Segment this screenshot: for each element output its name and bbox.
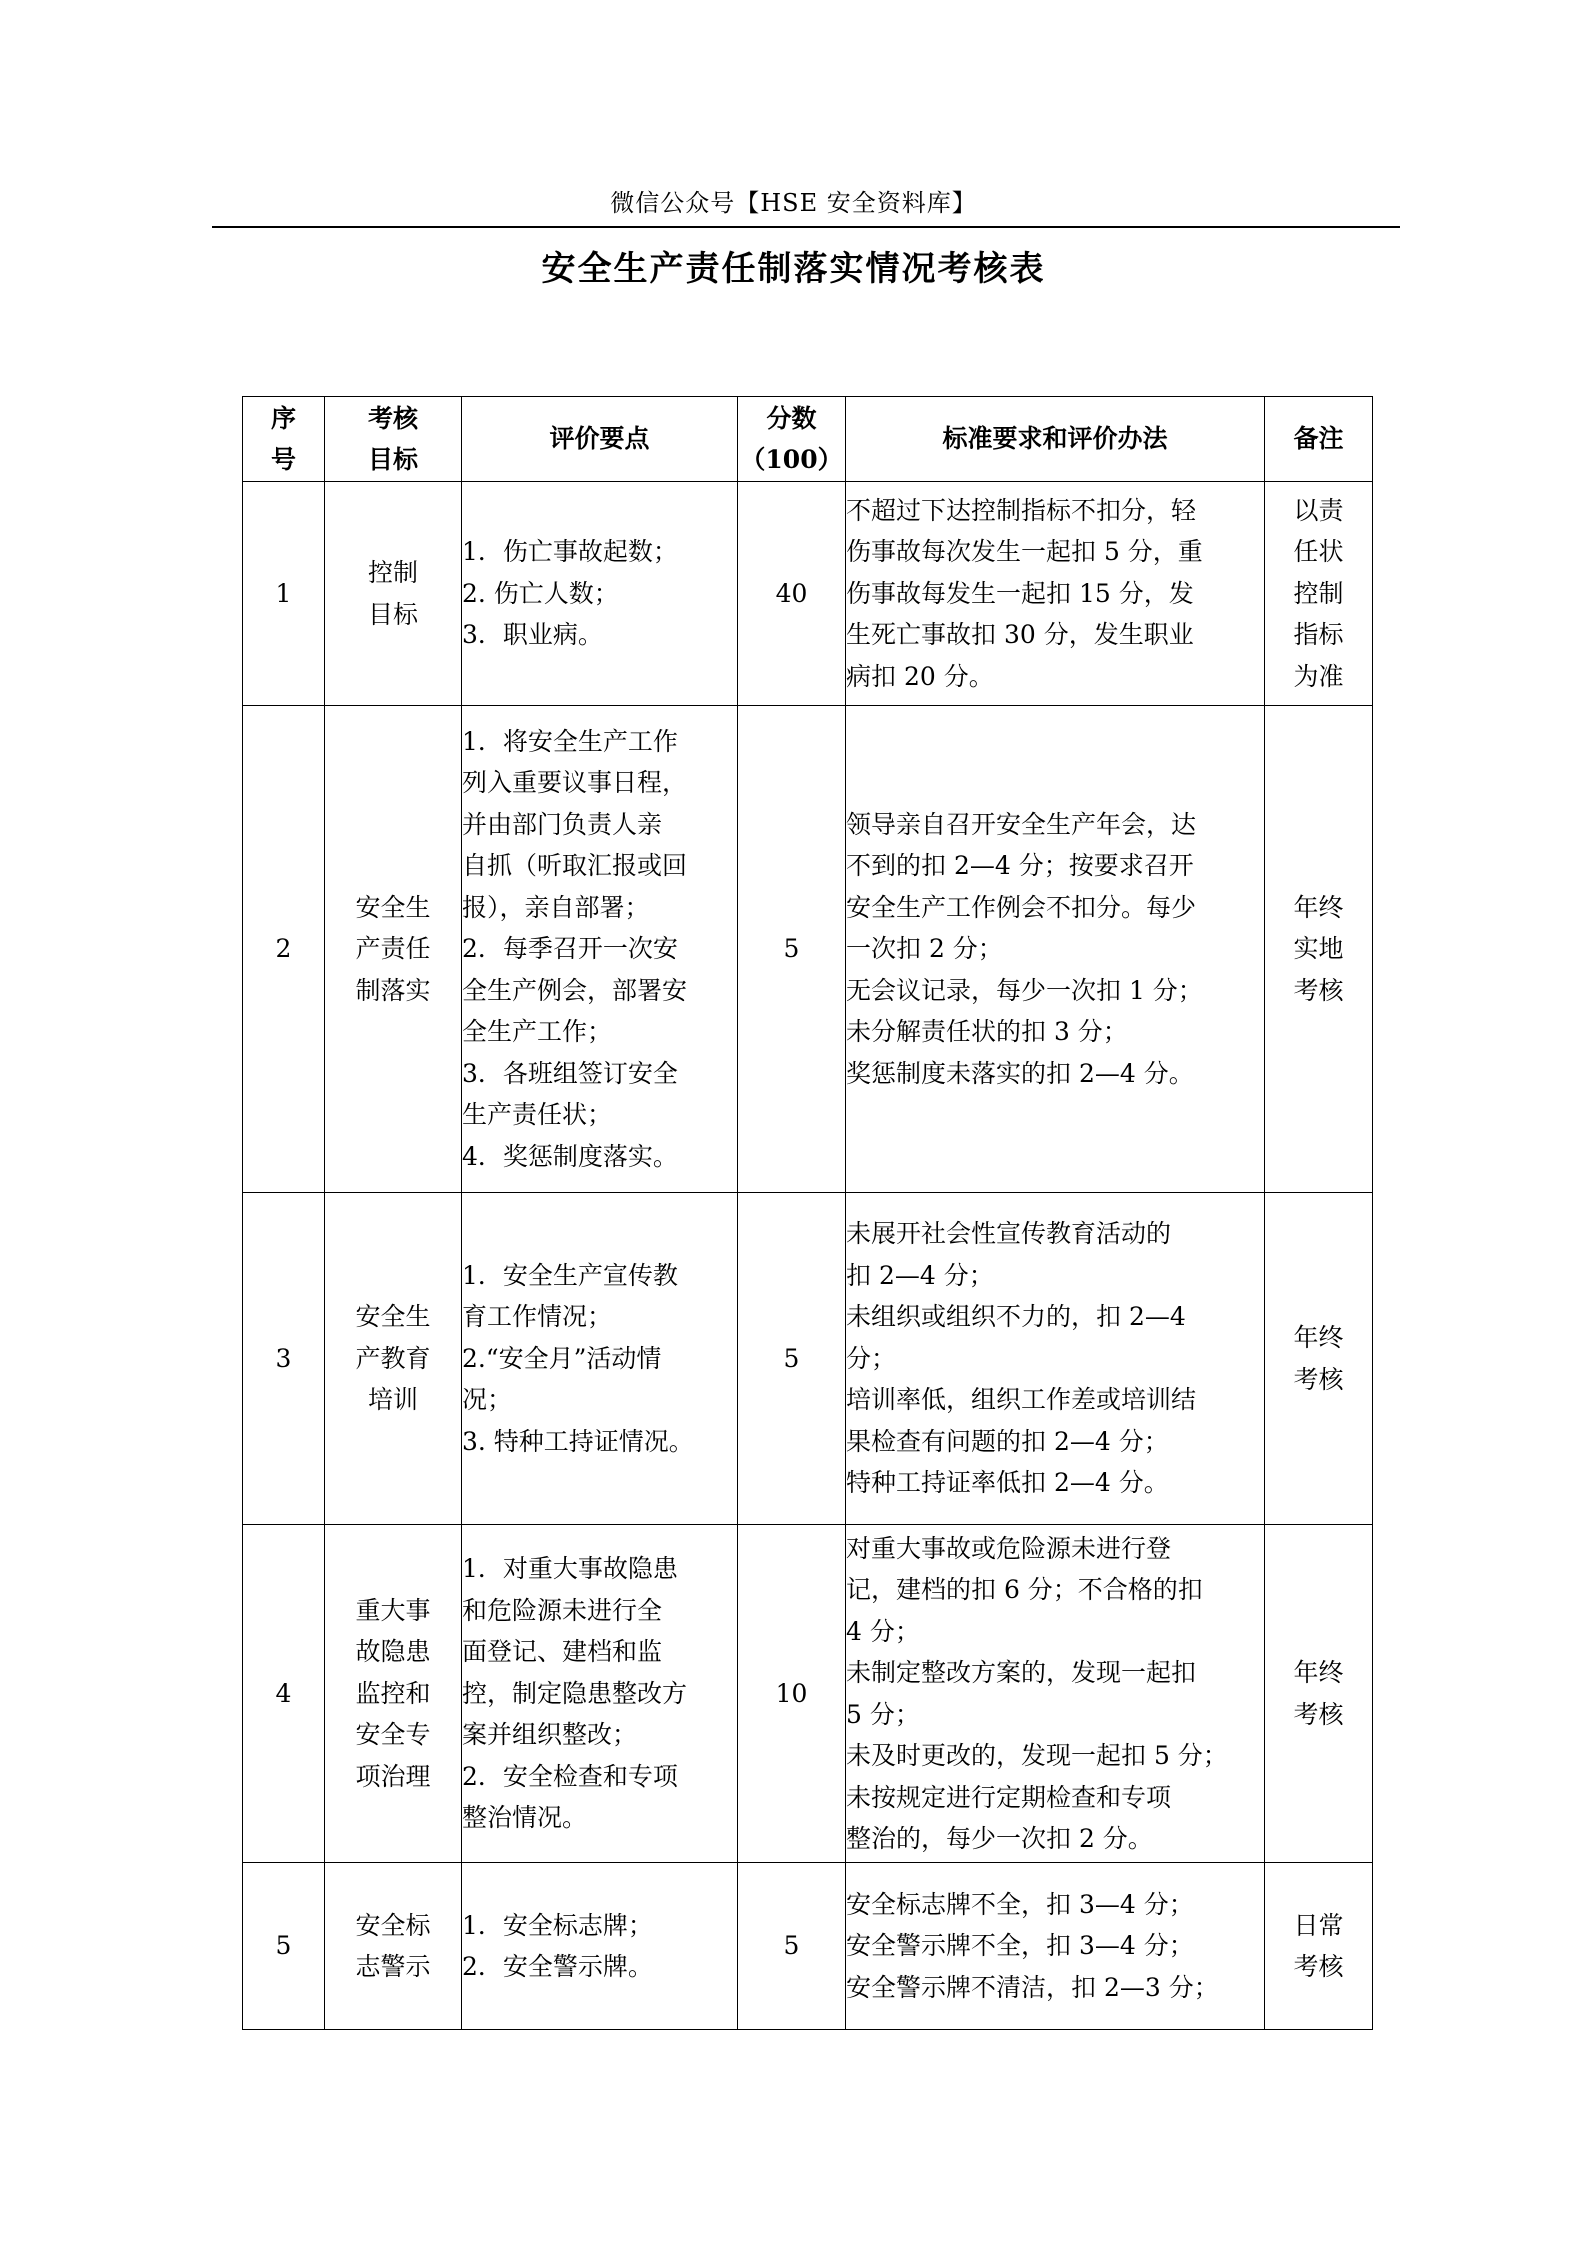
standard-line: 领导亲自召开安全生产年会，达: [846, 809, 1197, 839]
row-points: [462, 706, 738, 1193]
points-line: 1．将安全生产工作: [462, 726, 678, 756]
standard-line: 分；: [846, 1343, 897, 1373]
target-line: 控制: [367, 558, 418, 587]
table-row: [243, 706, 1373, 1193]
row-seq: 2: [243, 706, 325, 1193]
points-line: 全生产工作；: [462, 1017, 613, 1047]
table-row: [243, 1863, 1373, 2030]
points-line: 2．安全检查和专项: [462, 1761, 678, 1791]
target-line: 监控和: [355, 1678, 431, 1708]
target-line: 制落实: [355, 975, 431, 1005]
standard-line: 安全标志牌不全，扣 3—4 分；: [846, 1889, 1194, 1919]
points-line: 1．伤亡事故起数；: [462, 537, 678, 567]
row-target: [325, 482, 462, 706]
standard-line: 病扣 20 分。: [846, 661, 994, 691]
standard-line: 安全生产工作例会不扣分。每少: [846, 892, 1197, 922]
points-line: 自抓（听取汇报或回: [462, 851, 688, 881]
row-target: [325, 1525, 462, 1863]
note-line: 实地: [1293, 934, 1344, 964]
target-line: 产责任: [355, 934, 431, 964]
standard-line: 一次扣 2 分；: [846, 934, 1003, 964]
standard-line: 4 分；: [846, 1616, 920, 1646]
header-target-line: 考核: [367, 403, 418, 433]
row-points: [462, 1193, 738, 1525]
standard-line: 扣 2—4 分；: [846, 1260, 994, 1290]
header-note: 备注: [1265, 397, 1373, 482]
standard-line: 记，建档的扣 6 分；不合格的扣: [846, 1575, 1203, 1604]
row-score: 5: [738, 706, 846, 1193]
header-seq: [243, 397, 325, 482]
target-line: 目标: [367, 599, 418, 629]
header-seq-line: 序: [270, 403, 296, 433]
points-line: 1．安全标志牌；: [462, 1910, 653, 1940]
header-standard: 标准要求和评价办法: [846, 397, 1265, 482]
row-score: 5: [738, 1863, 846, 2030]
points-line: 生产责任状；: [462, 1100, 613, 1130]
points-line: 和危险源未进行全: [462, 1595, 663, 1625]
row-points: [462, 482, 738, 706]
standard-line: 对重大事故或危险源未进行登: [846, 1533, 1172, 1563]
row-standard: [846, 1193, 1265, 1525]
row-score: 10: [738, 1525, 846, 1863]
standard-line: 未分解责任状的扣 3 分；: [846, 1017, 1128, 1047]
assessment-table: [242, 396, 1373, 2030]
target-line: 安全标: [355, 1910, 431, 1940]
standard-line: 整治的，每少一次扣 2 分。: [846, 1824, 1153, 1853]
row-points: [462, 1525, 738, 1863]
note-line: 控制: [1293, 578, 1344, 608]
standard-line: 培训率低，组织工作差或培训结: [846, 1385, 1197, 1415]
standard-line: 无会议记录，每少一次扣 1 分；: [846, 975, 1203, 1005]
table-row: [243, 1525, 1373, 1863]
note-line: 指标: [1293, 620, 1344, 650]
standard-line: 安全警示牌不清洁，扣 2—3 分；: [846, 1972, 1219, 2002]
row-note: [1265, 1863, 1373, 2030]
row-seq: 3: [243, 1193, 325, 1525]
header-seq-line: 号: [270, 445, 296, 474]
note-line: 年终: [1293, 1658, 1344, 1687]
row-standard: [846, 706, 1265, 1193]
note-line: 考核: [1293, 1364, 1344, 1394]
row-score: 5: [738, 1193, 846, 1525]
page-header: 微信公众号【HSE 安全资料库】: [610, 189, 977, 217]
target-line: 重大事: [355, 1595, 431, 1625]
target-line: 产教育: [355, 1343, 431, 1373]
standard-line: 未组织或组织不力的，扣 2—4: [846, 1302, 1186, 1332]
row-target: [325, 706, 462, 1193]
points-line: 案并组织整改；: [462, 1720, 638, 1750]
points-line: 2.“安全月”活动情: [462, 1343, 662, 1373]
note-line: 考核: [1293, 975, 1344, 1005]
table-row: [243, 1193, 1373, 1525]
points-line: 整治情况。: [462, 1803, 588, 1833]
target-line: 项治理: [355, 1761, 431, 1791]
standard-line: 伤事故每次发生一起扣 5 分，重: [846, 537, 1203, 567]
standard-line: 果检查有问题的扣 2—4 分；: [846, 1426, 1169, 1456]
note-line: 考核: [1293, 1952, 1344, 1981]
standard-line: 生死亡事故扣 30 分，发生职业: [846, 620, 1194, 650]
points-line: 并由部门负责人亲: [462, 809, 663, 839]
row-note: [1265, 706, 1373, 1193]
header-score: [738, 397, 846, 482]
note-line: 日常: [1293, 1910, 1344, 1940]
target-line: 安全生: [355, 1302, 431, 1332]
standard-line: 伤事故每发生一起扣 15 分，发: [846, 578, 1194, 608]
target-line: 故隐患: [355, 1637, 431, 1667]
table-header-row: [243, 397, 1373, 482]
row-standard: [846, 482, 1265, 706]
header-rule: [212, 226, 1400, 228]
row-standard: [846, 1525, 1265, 1863]
target-line: 安全生: [355, 892, 431, 922]
target-line: 培训: [367, 1385, 418, 1415]
note-line: 以责: [1293, 495, 1344, 525]
points-line: 报），亲自部署；: [462, 892, 650, 922]
standard-line: 不超过下达控制指标不扣分，轻: [846, 495, 1197, 525]
header-points: 评价要点: [462, 397, 738, 482]
row-seq: 1: [243, 482, 325, 706]
standard-line: 未展开社会性宣传教育活动的: [846, 1219, 1172, 1249]
header-score-line: （100）: [740, 445, 843, 474]
row-note: [1265, 482, 1373, 706]
row-score: 40: [738, 482, 846, 706]
row-seq: 4: [243, 1525, 325, 1863]
row-note: [1265, 1525, 1373, 1863]
row-target: [325, 1863, 462, 2030]
note-line: 考核: [1293, 1699, 1344, 1729]
document-title: 安全生产责任制落实情况考核表: [541, 249, 1046, 289]
points-line: 列入重要议事日程，: [462, 768, 688, 798]
note-line: 年终: [1293, 892, 1344, 922]
table-row: [243, 482, 1373, 706]
standard-line: 特种工持证率低扣 2—4 分。: [846, 1468, 1169, 1498]
points-line: 3．职业病。: [462, 620, 603, 650]
note-line: 年终: [1293, 1323, 1344, 1352]
target-line: 志警示: [355, 1952, 431, 1981]
standard-line: 奖惩制度未落实的扣 2—4 分。: [846, 1058, 1194, 1088]
note-line: 为准: [1293, 661, 1344, 691]
standard-line: 未制定整改方案的，发现一起扣: [846, 1658, 1197, 1687]
row-seq: 5: [243, 1863, 325, 2030]
row-target: [325, 1193, 462, 1525]
standard-line: 未及时更改的，发现一起扣 5 分；: [846, 1741, 1228, 1770]
points-line: 3．各班组签订安全: [462, 1058, 678, 1088]
standard-line: 未按规定进行定期检查和专项: [846, 1782, 1172, 1812]
row-points: [462, 1863, 738, 2030]
standard-line: 5 分；: [846, 1699, 920, 1729]
note-line: 任状: [1293, 537, 1344, 567]
points-line: 2．安全警示牌。: [462, 1952, 653, 1981]
header-target: [325, 397, 462, 482]
points-line: 育工作情况；: [462, 1302, 613, 1332]
points-line: 2. 伤亡人数；: [462, 578, 619, 608]
points-line: 2．每季召开一次安: [462, 934, 678, 964]
standard-line: 不到的扣 2—4 分；按要求召开: [846, 851, 1194, 881]
standard-line: 安全警示牌不全，扣 3—4 分；: [846, 1931, 1194, 1961]
points-line: 控，制定隐患整改方: [462, 1678, 688, 1708]
points-line: 1．对重大事故隐患: [462, 1554, 678, 1584]
header-target-line: 目标: [367, 445, 418, 474]
points-line: 3. 特种工持证情况。: [462, 1426, 694, 1456]
row-standard: [846, 1863, 1265, 2030]
points-line: 4．奖惩制度落实。: [462, 1141, 678, 1171]
points-line: 1．安全生产宣传教: [462, 1260, 678, 1290]
points-line: 全生产例会，部署安: [462, 975, 688, 1005]
header-score-line: 分数: [766, 403, 817, 433]
points-line: 况；: [462, 1385, 513, 1415]
row-note: [1265, 1193, 1373, 1525]
points-line: 面登记、建档和监: [462, 1637, 663, 1667]
target-line: 安全专: [355, 1720, 431, 1750]
